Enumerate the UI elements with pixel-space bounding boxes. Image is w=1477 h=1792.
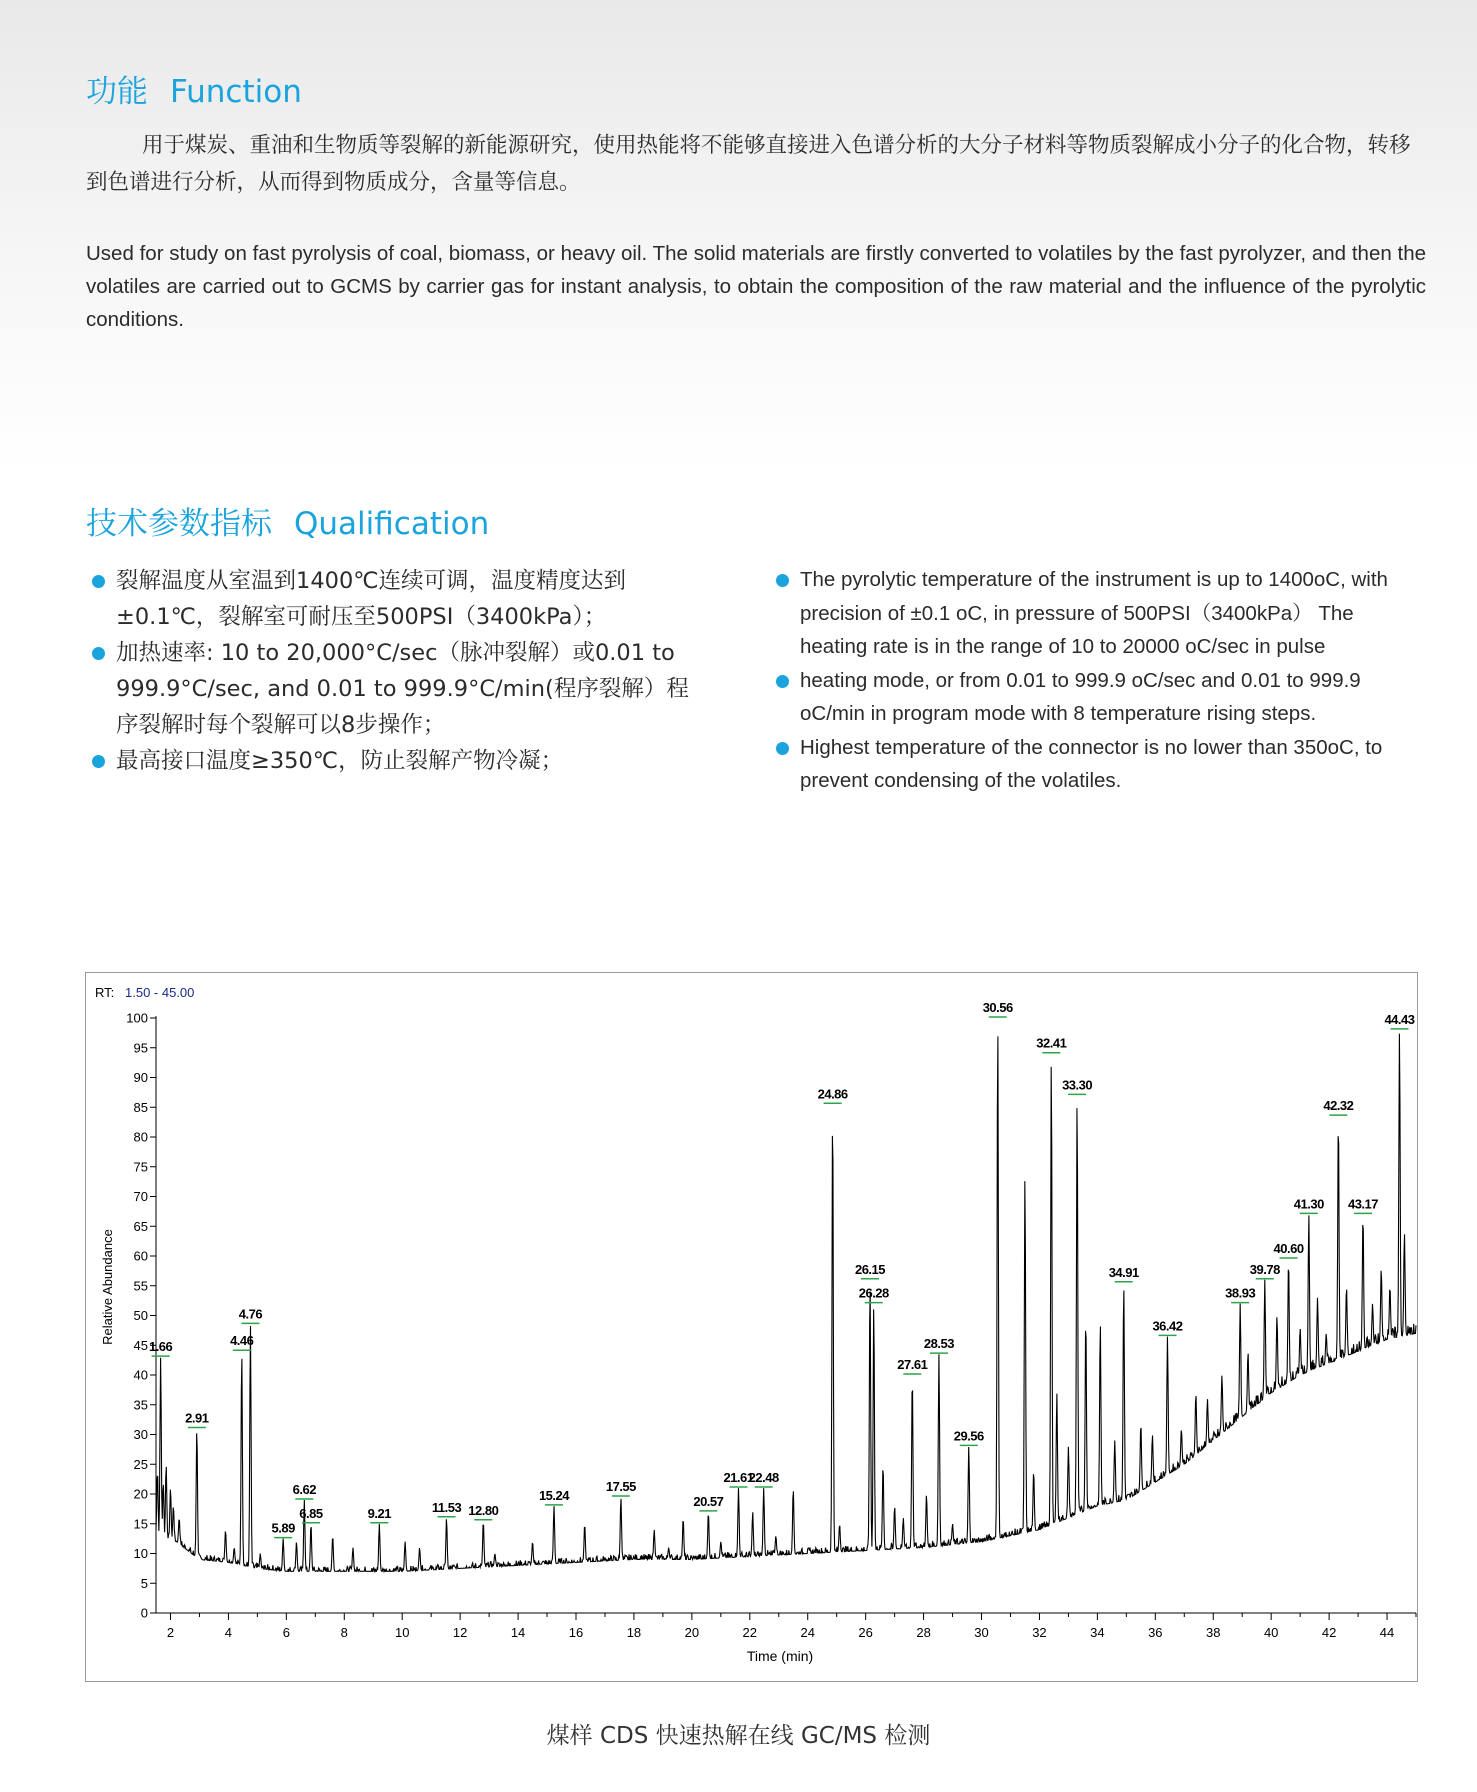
peak-label: 29.56 <box>953 1428 984 1444</box>
y-tick-label: 50 <box>133 1308 148 1323</box>
y-tick-label: 5 <box>140 1575 148 1591</box>
peak-label: 42.32 <box>1323 1098 1354 1114</box>
bullet-icon <box>776 675 789 688</box>
x-tick-label: 22 <box>742 1625 758 1640</box>
peak-labels <box>149 1000 1415 1538</box>
y-tick-label: 25 <box>133 1456 148 1472</box>
peak-label: 6.85 <box>299 1505 323 1521</box>
peak-label: 22.48 <box>748 1470 779 1486</box>
y-tick-label: 55 <box>133 1278 148 1294</box>
spec-text: The pyrolytic temperature of the instrument is up to 1400oC, with precision of ±0.1 oC, in pressure of 500PSI（3400kPa） The heating rate is in the range of 10 to 20000 oC/sec in pulse <box>800 568 1388 658</box>
peak-label: 38.93 <box>1225 1285 1256 1301</box>
y-tick-label: 90 <box>133 1070 148 1085</box>
trace <box>156 1034 1416 1572</box>
rt-range: 1.50 - 45.00 <box>125 985 195 1000</box>
y-tick-label: 60 <box>133 1248 148 1264</box>
spec-list-cn <box>86 563 706 779</box>
y-tick-label: 85 <box>133 1099 148 1115</box>
x-tick-label: 4 <box>224 1625 233 1640</box>
x-tick-label: 34 <box>1090 1625 1105 1640</box>
x-tick-label: 28 <box>916 1625 931 1640</box>
x-tick-label: 42 <box>1321 1625 1337 1640</box>
spec-list-en <box>770 563 1425 798</box>
y-tick-label: 75 <box>133 1159 148 1175</box>
spec-item-cn <box>86 743 706 779</box>
peak-label: 2.91 <box>185 1410 209 1426</box>
x-tick-label: 18 <box>626 1625 642 1640</box>
peak-label: 43.17 <box>1347 1196 1379 1212</box>
y-tick-label: 20 <box>133 1486 148 1502</box>
spec-text: 裂解温度从室温到1400℃连续可调，温度精度达到±0.1℃，裂解室可耐压至500PSI（3400kPa）； <box>116 568 627 630</box>
peak-label: 4.46 <box>230 1333 254 1349</box>
x-tick-label: 10 <box>394 1625 410 1640</box>
chromatogram-svg <box>86 973 1417 1681</box>
peak-label: 33.30 <box>1062 1077 1093 1093</box>
rt-label: RT: <box>95 985 115 1000</box>
x-tick-label: 32 <box>1032 1625 1047 1640</box>
peak-label: 30.56 <box>982 1000 1013 1015</box>
x-tick-label: 30 <box>974 1625 989 1640</box>
bullet-icon <box>776 742 789 755</box>
qualification-title-cn: 技术参数指标 <box>86 506 272 542</box>
peak-label: 15.24 <box>538 1487 570 1503</box>
chromatogram-chart <box>85 972 1418 1682</box>
y-tick-label: 10 <box>133 1546 148 1561</box>
chart-caption: 煤样 CDS 快速热解在线 GC/MS 检测 <box>546 1723 931 1749</box>
y-tick-label: 0 <box>140 1605 148 1621</box>
peak-label: 17.55 <box>605 1478 636 1494</box>
peak-label: 44.43 <box>1384 1011 1415 1027</box>
y-tick-label: 100 <box>126 1010 148 1026</box>
x-tick-label: 2 <box>166 1625 175 1640</box>
peak-label: 5.89 <box>271 1520 295 1536</box>
bullet-icon <box>92 575 105 588</box>
qualification-title-en: Qualification <box>294 506 490 542</box>
spec-item-en <box>770 731 1425 798</box>
peak-label: 28.53 <box>923 1336 954 1352</box>
x-tick-label: 24 <box>800 1625 815 1640</box>
y-tick-label: 80 <box>133 1129 148 1145</box>
axes <box>126 1011 1416 1641</box>
x-axis-title: Time (min) <box>746 1648 814 1664</box>
peak-label: 12.80 <box>468 1502 499 1518</box>
peak-label: 41.30 <box>1293 1196 1324 1212</box>
x-tick-label: 38 <box>1206 1625 1221 1640</box>
function-paragraph-en: Used for study on fast pyrolysis of coal, biomass, or heavy oil. The solid materials are firstly converted to volatiles by the fast pyrolyzer, and then the volatiles are carried out to GCMS by carrier gas for instant analysis, to obtain the composition of the raw material and the influence of the pyrolytic conditions. <box>86 242 1426 331</box>
x-tick-label: 44 <box>1379 1625 1395 1640</box>
y-tick-label: 65 <box>133 1218 148 1234</box>
spec-text: Highest temperature of the connector is no lower than 350oC, to prevent condensing of the volatiles. <box>800 735 1383 792</box>
peak-label: 11.53 <box>431 1499 462 1515</box>
peak-label: 39.78 <box>1249 1261 1280 1277</box>
y-tick-label: 45 <box>133 1337 148 1353</box>
x-tick-label: 6 <box>282 1625 290 1640</box>
x-tick-label: 40 <box>1263 1625 1279 1640</box>
function-paragraph-cn: 用于煤炭、重油和生物质等裂解的新能源研究，使用热能将不能够直接进入色谱分析的大分子材料等物质裂解成小分子的化合物，转移到色谱进行分析，从而得到物质成分，含量等信息。 <box>86 133 1411 195</box>
bullet-icon <box>92 755 105 768</box>
qualification-title <box>86 498 489 543</box>
y-tick-label: 95 <box>133 1040 148 1056</box>
spec-item-en <box>770 563 1425 664</box>
peak-label: 6.62 <box>292 1481 316 1497</box>
y-tick-label: 15 <box>133 1516 148 1532</box>
peak-label: 24.86 <box>817 1086 848 1102</box>
x-tick-label: 16 <box>568 1625 584 1640</box>
y-axis-title: Relative Abundance <box>100 1229 115 1345</box>
bullet-icon <box>776 574 789 587</box>
y-tick-label: 70 <box>133 1189 148 1204</box>
y-tick-label: 40 <box>133 1367 148 1383</box>
peak-label: 36.42 <box>1152 1318 1183 1334</box>
spec-text: heating mode, or from 0.01 to 999.9 oC/sec and 0.01 to 999.9 oC/min in program mode with 8 temperature rising steps. <box>800 668 1361 725</box>
spec-item-cn <box>86 563 706 635</box>
peak-label: 9.21 <box>367 1505 391 1521</box>
peak-label: 34.91 <box>1108 1264 1139 1280</box>
y-tick-label: 35 <box>133 1397 148 1413</box>
spec-item-en <box>770 664 1425 731</box>
spec-item-cn <box>86 635 706 743</box>
function-title-cn: 功能 <box>86 74 148 110</box>
peak-label: 26.28 <box>858 1285 889 1301</box>
peak-label: 21.61 <box>723 1470 754 1486</box>
x-tick-label: 12 <box>452 1625 468 1640</box>
x-tick-label: 26 <box>858 1625 873 1640</box>
x-tick-label: 20 <box>684 1625 700 1640</box>
function-title-en: Function <box>170 74 302 110</box>
x-tick-label: 36 <box>1148 1625 1163 1640</box>
peak-label: 4.76 <box>238 1306 263 1322</box>
y-tick-label: 30 <box>133 1427 148 1442</box>
peak-label: 26.15 <box>854 1261 886 1277</box>
chromatogram-trace <box>156 1034 1416 1572</box>
x-tick-label: 14 <box>510 1625 526 1640</box>
spec-text: 加热速率: 10 to 20,000°C/sec（脉冲裂解）或0.01 to 999.9°C/sec, and 0.01 to 999.9°C/min(程序裂解）程序裂解时每个裂解可以8步操作； <box>116 640 689 738</box>
peak-label: 20.57 <box>693 1493 724 1509</box>
spec-text: 最高接口温度≥350℃，防止裂解产物冷凝； <box>116 748 564 774</box>
function-title <box>86 66 302 111</box>
x-tick-label: 8 <box>340 1625 348 1640</box>
peak-label: 40.60 <box>1273 1240 1304 1256</box>
peak-label: 1.66 <box>148 1339 173 1355</box>
peak-label: 32.41 <box>1036 1035 1067 1051</box>
peak-label: 27.61 <box>897 1357 928 1372</box>
bullet-icon <box>92 647 105 660</box>
